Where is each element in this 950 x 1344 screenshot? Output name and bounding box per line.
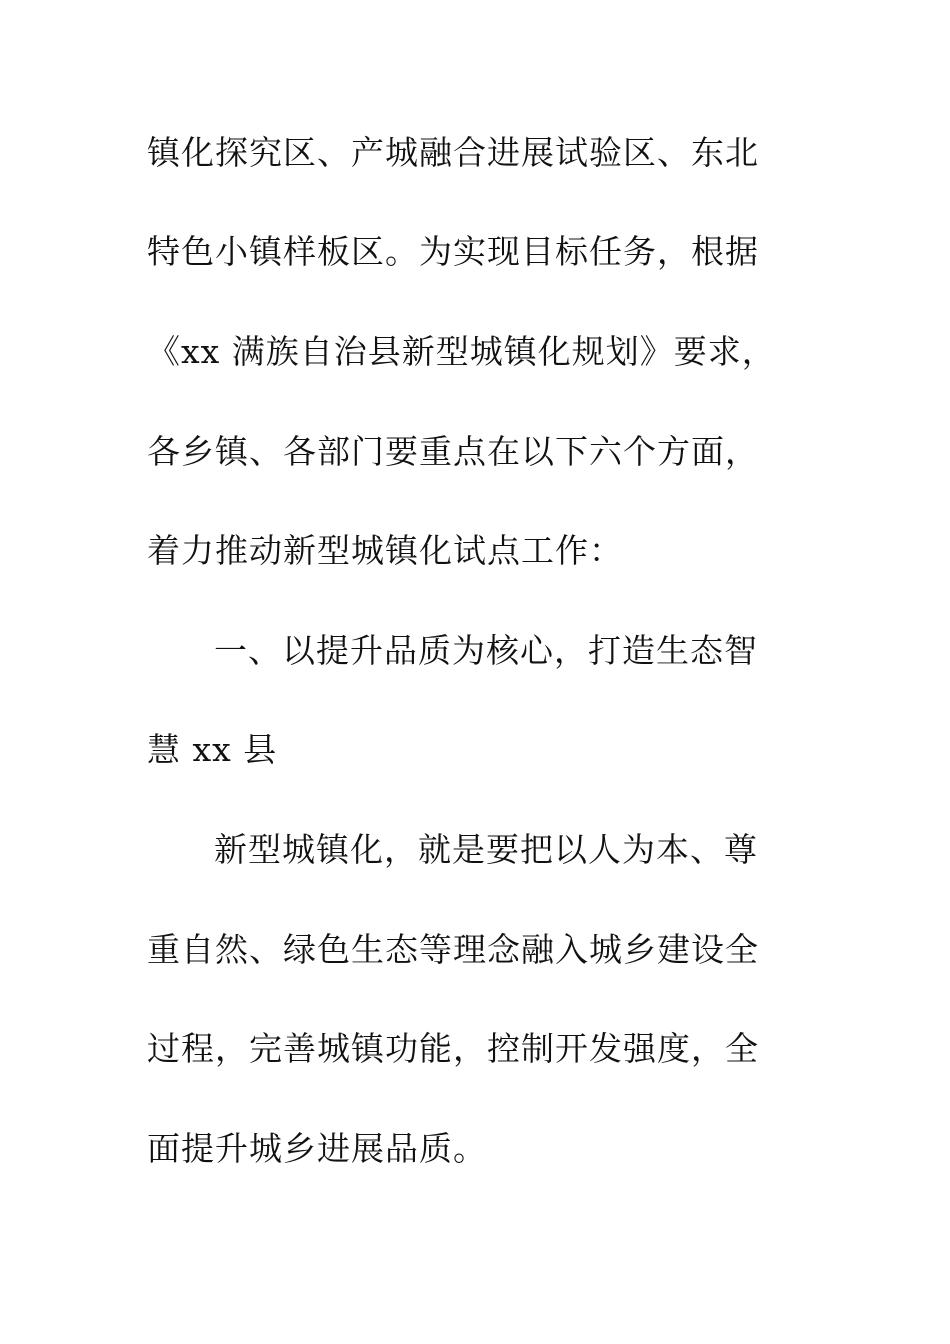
paragraph-line: 镇化探究区、产城融合进展试验区、东北	[147, 133, 759, 172]
paragraph-line: 新型城镇化，就是要把以人为本、尊	[214, 830, 758, 869]
paragraph-line: 着力推动新型城镇化试点工作：	[147, 531, 623, 570]
paragraph-line: 各乡镇、各部门要重点在以下六个方面，	[147, 432, 759, 471]
paragraph-line: 重自然、绿色生态等理念融入城乡建设全	[147, 930, 759, 969]
paragraph-line: 特色小镇样板区。为实现目标任务，根据	[147, 232, 759, 271]
paragraph-line: 《xx 满族自治县新型城镇化规划》要求，	[147, 332, 776, 371]
section-heading-line: 一、以提升品质为核心，打造生态智	[214, 631, 758, 670]
paragraph-line: 面提升城乡进展品质。	[147, 1129, 487, 1168]
paragraph-line: 过程，完善城镇功能，控制开发强度，全	[147, 1029, 759, 1068]
section-heading-line: 慧 xx 县	[147, 730, 278, 769]
